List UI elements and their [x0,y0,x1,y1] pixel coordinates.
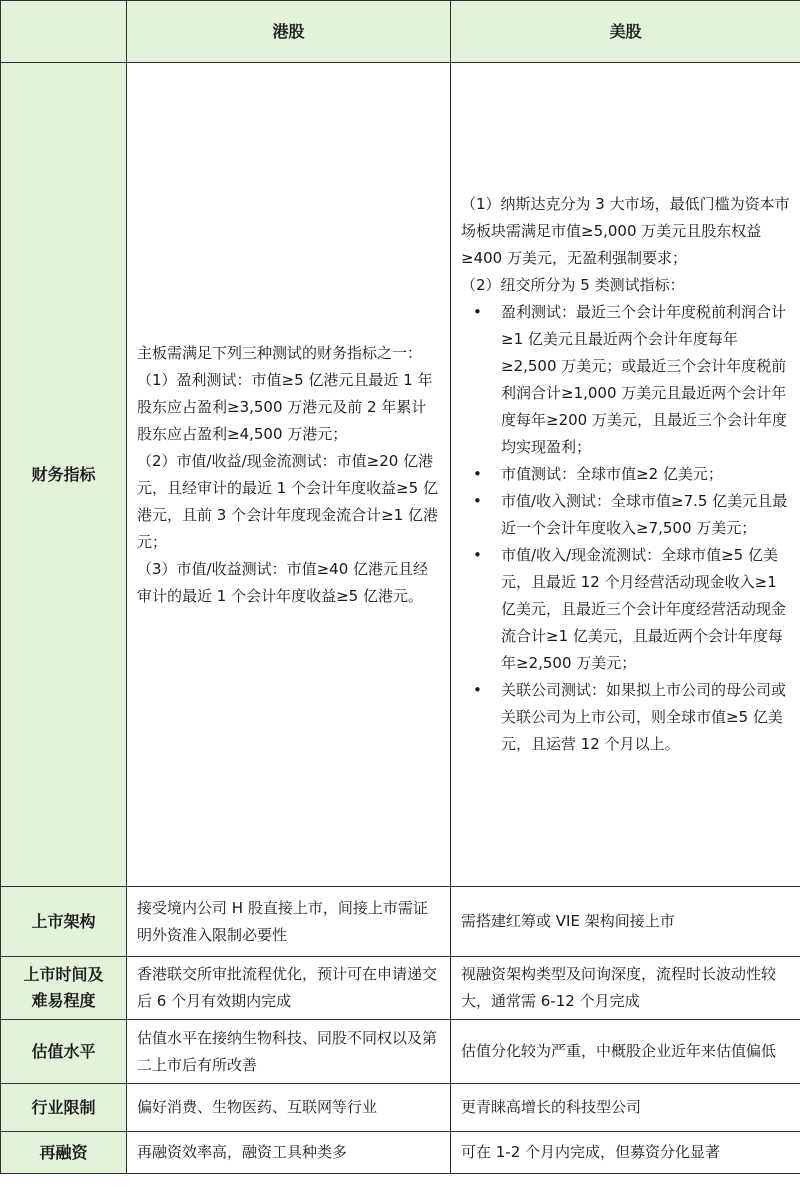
timing-hk-cell: 香港联交所审批流程优化，预计可在申请递交后 6 个月有效期内完成 [127,957,451,1020]
row-label-timing [1,957,127,1020]
refinance-hk-cell: 再融资效率高，融资工具种类多 [127,1132,451,1174]
list-item: • 市值/收入测试：全球市值≥7.5 亿美元且最近一个会计年度收入≥7,500 万美元； [461,488,790,542]
row-label-timing-line2: 难易程度 [31,991,96,1010]
row-label-refinance: 再融资 [1,1132,127,1174]
list-item: • 市值测试：全球市值≥2 亿美元； [461,461,790,488]
row-label-structure: 上市架构 [1,887,127,957]
finance-hk-para: （1）盈利测试：市值≥5 亿港元且最近 1 年股东应占盈利≥3,500 万港元及前 2 年累计股东应占盈利≥4,500 万港元； [137,370,433,443]
row-label-timing-line1: 上市时间及 [23,965,104,984]
row-label-finance: 财务指标 [1,63,127,887]
finance-us-bullet-list [461,299,790,758]
table-row-refinance [1,1132,800,1174]
finance-us-para: （2）纽交所分为 5 类测试指标： [461,276,685,294]
finance-hk-cell [127,63,451,887]
header-blank-cell [1,1,127,63]
structure-hk-cell: 接受境内公司 H 股直接上市，间接上市需证明外资准入限制必要性 [127,887,451,957]
list-item: • 盈利测试：最近三个会计年度税前利润合计≥1 亿美元且最近两个会计年度每年≥2,500 万美元；或最近三个会计年度税前利润合计≥1,000 万美元且最近两个会计年度每年≥200 万美元，且最近三个会计年度均实现盈利； [461,299,790,461]
table-row-timing [1,957,800,1020]
row-label-valuation: 估值水平 [1,1020,127,1084]
finance-us-cell [451,63,800,887]
finance-hk-para: （3）市值/收益测试：市值≥40 亿港元且经审计的最近 1 个会计年度收益≥5 亿港元。 [137,559,429,605]
finance-us-para: （1）纳斯达克分为 3 大市场，最低门槛为资本市场板块需满足市值≥5,000 万美元且股东权益≥400 万美元，无盈利强制要求； [461,195,790,267]
finance-hk-para: 主板需满足下列三种测试的财务指标之一： [137,343,423,362]
timing-us-cell: 视融资架构类型及问询深度，流程时长波动性较大，通常需 6-12 个月完成 [451,957,800,1020]
valuation-hk-cell: 估值水平在接纳生物科技、同股不同权以及第二上市后有所改善 [127,1020,451,1084]
header-row [1,1,800,63]
table-row-industry [1,1084,800,1132]
table-row-finance [1,63,800,887]
list-item: • 市值/收入/现金流测试：全球市值≥5 亿美元，且最近 12 个月经营活动现金收入≥1 亿美元，且最近三个会计年度经营活动现金流合计≥1 亿美元，且最近两个会计年度每年≥2,500 万美元； [461,542,790,677]
table-row-valuation [1,1020,800,1084]
structure-us-cell: 需搭建红筹或 VIE 架构间接上市 [451,887,800,957]
valuation-us-cell: 估值分化较为严重，中概股企业近年来估值偏低 [451,1020,800,1084]
table-row-structure [1,887,800,957]
industry-hk-cell: 偏好消费、生物医药、互联网等行业 [127,1084,451,1132]
finance-hk-para: （2）市值/收益/现金流测试：市值≥20 亿港元，且经审计的最近 1 个会计年度收益≥5 亿港元，且前 3 个会计年度现金流合计≥1 亿港元； [137,451,438,551]
industry-us-cell: 更青睐高增长的科技型公司 [451,1084,800,1132]
refinance-us-cell: 可在 1-2 个月内完成，但募资分化显著 [451,1132,800,1174]
list-item: • 关联公司测试：如果拟上市公司的母公司或关联公司为上市公司，则全球市值≥5 亿美元，且运营 12 个月以上。 [461,677,790,758]
row-label-industry: 行业限制 [1,1084,127,1132]
header-hk: 港股 [127,1,451,63]
header-us: 美股 [451,1,800,63]
